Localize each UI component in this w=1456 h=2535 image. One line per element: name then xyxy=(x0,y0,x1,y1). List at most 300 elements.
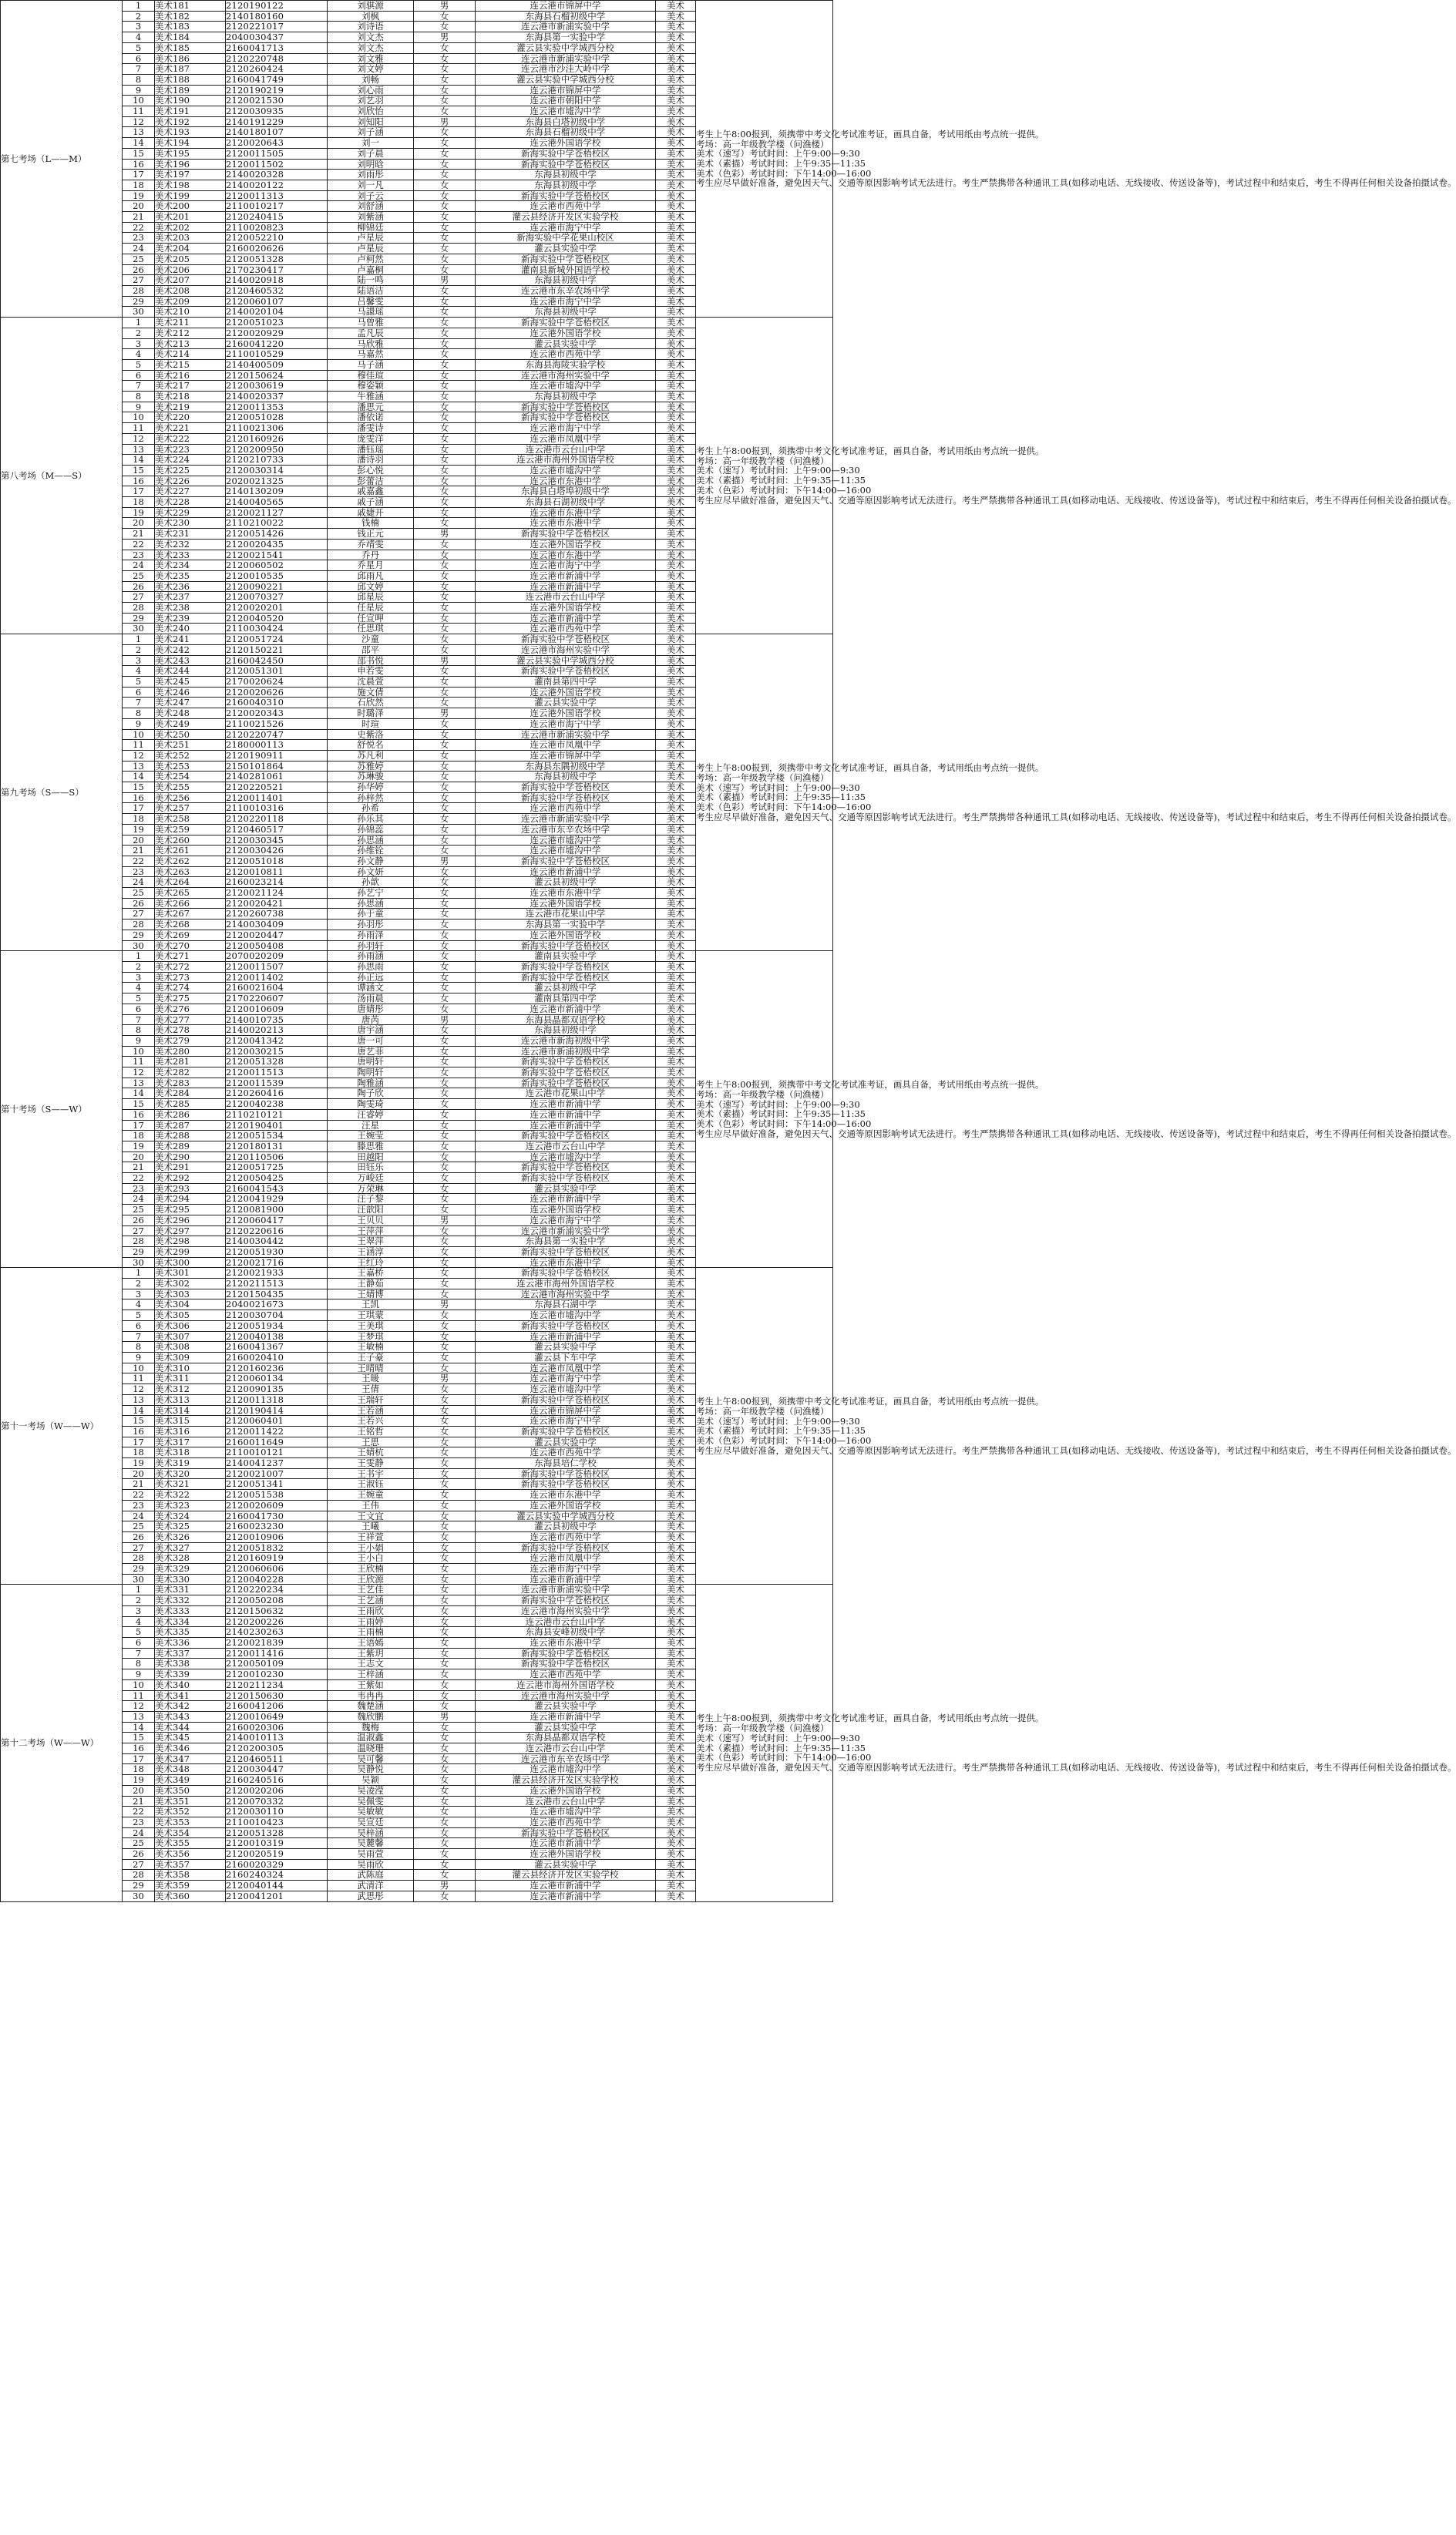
row-number: 25 xyxy=(123,254,155,264)
notice-line: 美术（素描）考试时间：上午9:35—11:35 xyxy=(696,792,866,803)
row-number: 5 xyxy=(123,677,155,688)
school-name: 新海实验中学苍梧校区 xyxy=(476,159,656,170)
student-name: 刘枫 xyxy=(328,11,414,22)
admission-id: 2120011401 xyxy=(226,792,328,803)
gender: 男 xyxy=(414,1299,476,1310)
seat-number: 美术337 xyxy=(155,1648,226,1659)
subject: 美术 xyxy=(656,1807,696,1817)
school-name: 连云港市海宁中学 xyxy=(476,1215,656,1225)
admission-id: 2120020609 xyxy=(226,1500,328,1511)
subject: 美术 xyxy=(656,539,696,550)
school-name: 连云港市海宁中学 xyxy=(476,296,656,307)
admission-id: 2140010113 xyxy=(226,1733,328,1743)
admission-id: 2160011649 xyxy=(226,1437,328,1447)
student-name: 刘紫涵 xyxy=(328,212,414,223)
seat-number: 美术204 xyxy=(155,244,226,254)
school-name: 连云港市凤凰中学 xyxy=(476,1553,656,1564)
subject: 美术 xyxy=(656,634,696,645)
row-number: 4 xyxy=(123,1616,155,1627)
school-name: 东海县第一实验中学 xyxy=(476,920,656,930)
gender: 女 xyxy=(414,1753,476,1764)
gender: 女 xyxy=(414,1173,476,1184)
subject: 美术 xyxy=(656,1225,696,1236)
student-name: 吴可馨 xyxy=(328,1753,414,1764)
school-name: 新海实验中学苍梧校区 xyxy=(476,1078,656,1088)
row-number: 24 xyxy=(123,877,155,888)
row-number: 4 xyxy=(123,349,155,360)
seat-number: 美术328 xyxy=(155,1553,226,1564)
student-name: 孙艺宁 xyxy=(328,888,414,899)
gender: 女 xyxy=(414,772,476,782)
student-name: 钱正元 xyxy=(328,529,414,540)
student-name: 唐一可 xyxy=(328,1035,414,1046)
school-name: 灌云县经济开发区实验学校 xyxy=(476,212,656,223)
school-name: 连云港市新浦初级中学 xyxy=(476,1046,656,1057)
seat-number: 美术250 xyxy=(155,729,226,740)
admission-id: 2120041342 xyxy=(226,1035,328,1046)
exam-room-label: 第十二考场（W——W） xyxy=(1,1585,123,1901)
seat-number: 美术330 xyxy=(155,1574,226,1585)
gender: 女 xyxy=(414,1257,476,1268)
school-name: 灌云县实验中学 xyxy=(476,1437,656,1447)
row-number: 16 xyxy=(123,159,155,170)
student-name: 彭心悦 xyxy=(328,465,414,476)
school-name: 灌云县实验中学 xyxy=(476,1342,656,1353)
row-number: 16 xyxy=(123,792,155,803)
row-number: 13 xyxy=(123,761,155,772)
seat-number: 美术314 xyxy=(155,1405,226,1416)
student-name: 苏凡利 xyxy=(328,750,414,761)
subject: 美术 xyxy=(656,1458,696,1469)
student-name: 苏琳骏 xyxy=(328,772,414,782)
row-number: 1 xyxy=(123,951,155,962)
student-name: 汪睿婷 xyxy=(328,1109,414,1120)
student-name: 陶雅涵 xyxy=(328,1078,414,1088)
student-name: 唐芮 xyxy=(328,1014,414,1025)
school-name: 连云港市东港中学 xyxy=(476,476,656,486)
subject: 美术 xyxy=(656,285,696,296)
seat-number: 美术191 xyxy=(155,106,226,117)
seat-number: 美术355 xyxy=(155,1838,226,1849)
seat-number: 美术228 xyxy=(155,497,226,508)
seat-number: 美术184 xyxy=(155,32,226,43)
subject: 美术 xyxy=(656,370,696,381)
student-name: 万荣琳 xyxy=(328,1183,414,1194)
gender: 女 xyxy=(414,1574,476,1585)
school-name: 连云港市新浦中学 xyxy=(476,1838,656,1849)
admission-id: 2160041367 xyxy=(226,1342,328,1353)
student-name: 吴雨欣 xyxy=(328,1859,414,1870)
seat-number: 美术279 xyxy=(155,1035,226,1046)
student-name: 王伟 xyxy=(328,1500,414,1511)
row-number: 3 xyxy=(123,338,155,349)
subject: 美术 xyxy=(656,687,696,698)
gender: 女 xyxy=(414,212,476,223)
student-name: 卢柯然 xyxy=(328,254,414,264)
seat-number: 美术220 xyxy=(155,412,226,423)
notice-line: 考生应尽早做好准备，避免因天气、交通等原因影响考试无法进行。考生严禁携带各种通讯工具(如移动电话、无线接收、传送设备等)，考试过程中和结束后，考生不得再任何相关设备拍摄试卷。 xyxy=(696,1444,1456,1456)
admission-id: 2140180160 xyxy=(226,11,328,22)
subject: 美术 xyxy=(656,877,696,888)
school-name: 东海县初级中学 xyxy=(476,307,656,318)
row-number: 12 xyxy=(123,1067,155,1078)
seat-number: 美术285 xyxy=(155,1099,226,1110)
school-name: 连云港外国语学校 xyxy=(476,1500,656,1511)
subject: 美术 xyxy=(656,1574,696,1585)
gender: 女 xyxy=(414,318,476,328)
gender: 女 xyxy=(414,972,476,983)
gender: 女 xyxy=(414,993,476,1004)
row-number: 30 xyxy=(123,940,155,951)
school-name: 连云港市新浦实验中学 xyxy=(476,1585,656,1595)
row-number: 27 xyxy=(123,1225,155,1236)
row-number: 28 xyxy=(123,1553,155,1564)
gender: 女 xyxy=(414,1246,476,1257)
school-name: 灌南县第四中学 xyxy=(476,677,656,688)
row-number: 9 xyxy=(123,85,155,96)
student-name: 穆佳瑄 xyxy=(328,370,414,381)
school-name: 连云港市东辛农场中学 xyxy=(476,824,656,835)
seat-number: 美术317 xyxy=(155,1437,226,1447)
subject: 美术 xyxy=(656,930,696,940)
gender: 女 xyxy=(414,677,476,688)
row-number: 27 xyxy=(123,909,155,920)
school-name: 连云港市云台山中学 xyxy=(476,444,656,455)
admission-id: 2120190219 xyxy=(226,85,328,96)
row-number: 28 xyxy=(123,1870,155,1881)
subject: 美术 xyxy=(656,1753,696,1764)
notice-line: 考生上午8:00报到，须携带中考文化考试准考证，画具自备，考试用纸由考点统一提供。 xyxy=(696,762,1044,774)
gender: 女 xyxy=(414,1775,476,1786)
subject: 美术 xyxy=(656,1881,696,1891)
row-number: 22 xyxy=(123,1490,155,1501)
subject: 美术 xyxy=(656,127,696,138)
student-name: 王志文 xyxy=(328,1659,414,1669)
student-name: 史紫洛 xyxy=(328,729,414,740)
admission-id: 2120030935 xyxy=(226,106,328,117)
row-number: 24 xyxy=(123,560,155,571)
seat-number: 美术278 xyxy=(155,1025,226,1036)
seat-number: 美术359 xyxy=(155,1881,226,1891)
seat-number: 美术270 xyxy=(155,940,226,951)
subject: 美术 xyxy=(656,275,696,286)
school-name: 连云港市墟沟中学 xyxy=(476,381,656,392)
student-name: 苏雅婷 xyxy=(328,761,414,772)
gender: 女 xyxy=(414,1542,476,1553)
seat-number: 美术290 xyxy=(155,1152,226,1162)
admission-id: 2120051328 xyxy=(226,254,328,264)
school-name: 灌云县初级中学 xyxy=(476,877,656,888)
gender: 女 xyxy=(414,1669,476,1680)
row-number: 25 xyxy=(123,1205,155,1215)
seat-number: 美术269 xyxy=(155,930,226,940)
subject: 美术 xyxy=(656,835,696,846)
row-number: 2 xyxy=(123,1279,155,1289)
row-number: 14 xyxy=(123,1405,155,1416)
admission-id: 2120010230 xyxy=(226,1669,328,1680)
seat-number: 美术288 xyxy=(155,1131,226,1141)
subject: 美术 xyxy=(656,1679,696,1690)
subject: 美术 xyxy=(656,1891,696,1901)
gender: 女 xyxy=(414,835,476,846)
row-number: 8 xyxy=(123,1342,155,1353)
subject: 美术 xyxy=(656,866,696,877)
admission-id: 2120040144 xyxy=(226,1881,328,1891)
school-name: 灌南县新城外国语学校 xyxy=(476,264,656,275)
school-name: 新海实验中学苍梧校区 xyxy=(476,1479,656,1490)
gender: 女 xyxy=(414,85,476,96)
row-number: 16 xyxy=(123,1743,155,1754)
student-name: 王小娟 xyxy=(328,1542,414,1553)
student-name: 刘一 xyxy=(328,138,414,149)
exam-room-label: 第七考场（L——M） xyxy=(1,1,123,318)
row-number: 12 xyxy=(123,116,155,127)
school-name: 连云港市云台山中学 xyxy=(476,1796,656,1807)
subject: 美术 xyxy=(656,1342,696,1353)
admission-id: 2120051028 xyxy=(226,412,328,423)
gender: 男 xyxy=(414,655,476,666)
subject: 美术 xyxy=(656,1500,696,1511)
gender: 男 xyxy=(414,529,476,540)
school-name: 连云港外国语学校 xyxy=(476,328,656,338)
subject: 美术 xyxy=(656,296,696,307)
gender: 女 xyxy=(414,244,476,254)
admission-id: 2120030215 xyxy=(226,1046,328,1057)
row-number: 20 xyxy=(123,1152,155,1162)
admission-id: 2120190401 xyxy=(226,1120,328,1131)
student-name: 孙华婷 xyxy=(328,782,414,793)
subject: 美术 xyxy=(656,613,696,624)
student-name: 王倩 xyxy=(328,1384,414,1395)
row-number: 15 xyxy=(123,1416,155,1427)
row-number: 13 xyxy=(123,444,155,455)
row-number: 23 xyxy=(123,866,155,877)
gender: 女 xyxy=(414,634,476,645)
row-number: 8 xyxy=(123,392,155,402)
seat-number: 美术293 xyxy=(155,1183,226,1194)
gender: 女 xyxy=(414,127,476,138)
admission-id: 2120460517 xyxy=(226,824,328,835)
seat-number: 美术316 xyxy=(155,1426,226,1437)
admission-id: 2020021325 xyxy=(226,476,328,486)
subject: 美术 xyxy=(656,1363,696,1373)
student-name: 汪星 xyxy=(328,1120,414,1131)
row-number: 13 xyxy=(123,1078,155,1088)
school-name: 连云港外国语学校 xyxy=(476,539,656,550)
admission-id: 2120021124 xyxy=(226,888,328,899)
seat-number: 美术234 xyxy=(155,560,226,571)
admission-id: 2120240415 xyxy=(226,212,328,223)
seat-number: 美术302 xyxy=(155,1279,226,1289)
student-name: 刘舒涵 xyxy=(328,201,414,212)
student-name: 陶雯琦 xyxy=(328,1099,414,1110)
gender: 女 xyxy=(414,581,476,592)
admission-id: 2120190414 xyxy=(226,1405,328,1416)
seat-number: 美术264 xyxy=(155,877,226,888)
school-name: 连云港市新浦实验中学 xyxy=(476,22,656,32)
admission-id: 2120010609 xyxy=(226,1004,328,1014)
seat-number: 美术338 xyxy=(155,1659,226,1669)
school-name: 连云港市东港中学 xyxy=(476,507,656,518)
row-number: 19 xyxy=(123,507,155,518)
admission-id: 2160020329 xyxy=(226,1859,328,1870)
student-name: 邱雨凡 xyxy=(328,570,414,581)
subject: 美术 xyxy=(656,244,696,254)
school-name: 连云港市西苑中学 xyxy=(476,1531,656,1542)
subject: 美术 xyxy=(656,1004,696,1014)
subject: 美术 xyxy=(656,1542,696,1553)
gender: 男 xyxy=(414,1711,476,1722)
gender: 女 xyxy=(414,233,476,244)
seat-number: 美术310 xyxy=(155,1363,226,1373)
student-name: 马子涵 xyxy=(328,359,414,370)
seat-number: 美术187 xyxy=(155,64,226,75)
notice-line: 美术（素描）考试时间：上午9:35—11:35 xyxy=(696,475,866,486)
row-number: 28 xyxy=(123,603,155,614)
school-name: 连云港市凤凰中学 xyxy=(476,433,656,444)
gender: 女 xyxy=(414,222,476,233)
row-number: 18 xyxy=(123,180,155,190)
admission-id: 2120040228 xyxy=(226,1574,328,1585)
school-name: 连云港市东辛农场中学 xyxy=(476,285,656,296)
student-name: 王文宜 xyxy=(328,1511,414,1521)
seat-number: 美术324 xyxy=(155,1511,226,1521)
row-number: 13 xyxy=(123,127,155,138)
subject: 美术 xyxy=(656,1605,696,1616)
subject: 美术 xyxy=(656,1373,696,1384)
student-name: 王晴晴 xyxy=(328,1363,414,1373)
seat-number: 美术323 xyxy=(155,1500,226,1511)
admission-id: 2120020201 xyxy=(226,603,328,614)
subject: 美术 xyxy=(656,550,696,560)
admission-id: 2120070332 xyxy=(226,1796,328,1807)
school-name: 连云港市新浦中学 xyxy=(476,866,656,877)
student-name: 庞雯洋 xyxy=(328,433,414,444)
school-name: 新海实验中学苍梧校区 xyxy=(476,1131,656,1141)
subject: 美术 xyxy=(656,201,696,212)
seat-number: 美术197 xyxy=(155,170,226,180)
seat-number: 美术240 xyxy=(155,624,226,634)
school-name: 新海实验中学苍梧校区 xyxy=(476,792,656,803)
school-name: 灌云县初级中学 xyxy=(476,983,656,993)
admission-id: 2120030314 xyxy=(226,465,328,476)
student-name: 任思琪 xyxy=(328,624,414,634)
seat-number: 美术233 xyxy=(155,550,226,560)
row-number: 26 xyxy=(123,898,155,909)
row-number: 1 xyxy=(123,318,155,328)
subject: 美术 xyxy=(656,1109,696,1120)
school-name: 连云港市新浦中学 xyxy=(476,1109,656,1120)
gender: 女 xyxy=(414,53,476,64)
school-name: 东海县培仁学校 xyxy=(476,1458,656,1469)
seat-number: 美术308 xyxy=(155,1342,226,1353)
student-name: 刘知阳 xyxy=(328,116,414,127)
student-name: 王凯 xyxy=(328,1299,414,1310)
admission-id: 2110010529 xyxy=(226,349,328,360)
admission-id: 2120081900 xyxy=(226,1205,328,1215)
school-name: 东海县海陵实验学校 xyxy=(476,359,656,370)
row-number: 17 xyxy=(123,486,155,497)
subject: 美术 xyxy=(656,1827,696,1838)
subject: 美术 xyxy=(656,1838,696,1849)
subject: 美术 xyxy=(656,1120,696,1131)
notice-line: 美术（色彩）考试时间：下午14:00—16:00 xyxy=(696,801,872,812)
gender: 女 xyxy=(414,96,476,106)
exam-room-label: 第十考场（S——W） xyxy=(1,951,123,1268)
subject: 美术 xyxy=(656,993,696,1004)
row-number: 16 xyxy=(123,476,155,486)
notice-line: 美术（色彩）考试时间：下午14:00—16:00 xyxy=(696,484,872,496)
notice-line: 美术（色彩）考试时间：下午14:00—16:00 xyxy=(696,167,872,179)
admission-id: 2110021526 xyxy=(226,718,328,729)
school-name: 连云港市云台山中学 xyxy=(476,1141,656,1152)
gender: 女 xyxy=(414,930,476,940)
seat-number: 美术322 xyxy=(155,1490,226,1501)
student-name: 武思彤 xyxy=(328,1891,414,1901)
student-name: 吴麓馨 xyxy=(328,1838,414,1849)
seat-number: 美术247 xyxy=(155,698,226,708)
gender: 女 xyxy=(414,1331,476,1342)
admission-id: 2120051301 xyxy=(226,666,328,677)
subject: 美术 xyxy=(656,497,696,508)
school-name: 连云港市墟沟中学 xyxy=(476,846,656,856)
row-number: 15 xyxy=(123,1733,155,1743)
admission-id: 2140010735 xyxy=(226,1014,328,1025)
subject: 美术 xyxy=(656,1870,696,1881)
admission-id: 2120010319 xyxy=(226,1838,328,1849)
subject: 美术 xyxy=(656,148,696,159)
table-row xyxy=(1,634,833,645)
admission-id: 2120030345 xyxy=(226,835,328,846)
row-number: 30 xyxy=(123,307,155,318)
subject: 美术 xyxy=(656,116,696,127)
row-number: 10 xyxy=(123,412,155,423)
subject: 美术 xyxy=(656,1701,696,1712)
school-name: 新海实验中学苍梧校区 xyxy=(476,402,656,412)
seat-number: 美术298 xyxy=(155,1236,226,1247)
school-name: 连云港市锦屏中学 xyxy=(476,1,656,12)
seat-number: 美术222 xyxy=(155,433,226,444)
student-name: 吴宣廷 xyxy=(328,1817,414,1827)
subject: 美术 xyxy=(656,1099,696,1110)
subject: 美术 xyxy=(656,729,696,740)
subject: 美术 xyxy=(656,1025,696,1036)
gender: 女 xyxy=(414,909,476,920)
admission-id: 2070020209 xyxy=(226,951,328,962)
subject: 美术 xyxy=(656,412,696,423)
student-name: 王淑钰 xyxy=(328,1479,414,1490)
exam-room-label: 第九考场（S——S） xyxy=(1,634,123,951)
subject: 美术 xyxy=(656,507,696,518)
row-number: 6 xyxy=(123,370,155,381)
row-number: 24 xyxy=(123,1194,155,1205)
subject: 美术 xyxy=(656,1014,696,1025)
student-name: 王祥萱 xyxy=(328,1531,414,1542)
gender: 女 xyxy=(414,940,476,951)
admission-id: 2120150632 xyxy=(226,1605,328,1616)
school-name: 东海县白塔埠初级中学 xyxy=(476,486,656,497)
student-name: 韦冉冉 xyxy=(328,1690,414,1701)
notice-line: 美术（速写）考试时间：上午9:00—9:30 xyxy=(696,1415,860,1427)
school-name: 连云港市海州外国语学校 xyxy=(476,1679,656,1690)
admission-id: 2140180107 xyxy=(226,127,328,138)
student-name: 时璐泽 xyxy=(328,708,414,719)
seat-number: 美术305 xyxy=(155,1310,226,1321)
subject: 美术 xyxy=(656,983,696,993)
seat-number: 美术232 xyxy=(155,539,226,550)
row-number: 10 xyxy=(123,729,155,740)
admission-id: 2140400509 xyxy=(226,359,328,370)
